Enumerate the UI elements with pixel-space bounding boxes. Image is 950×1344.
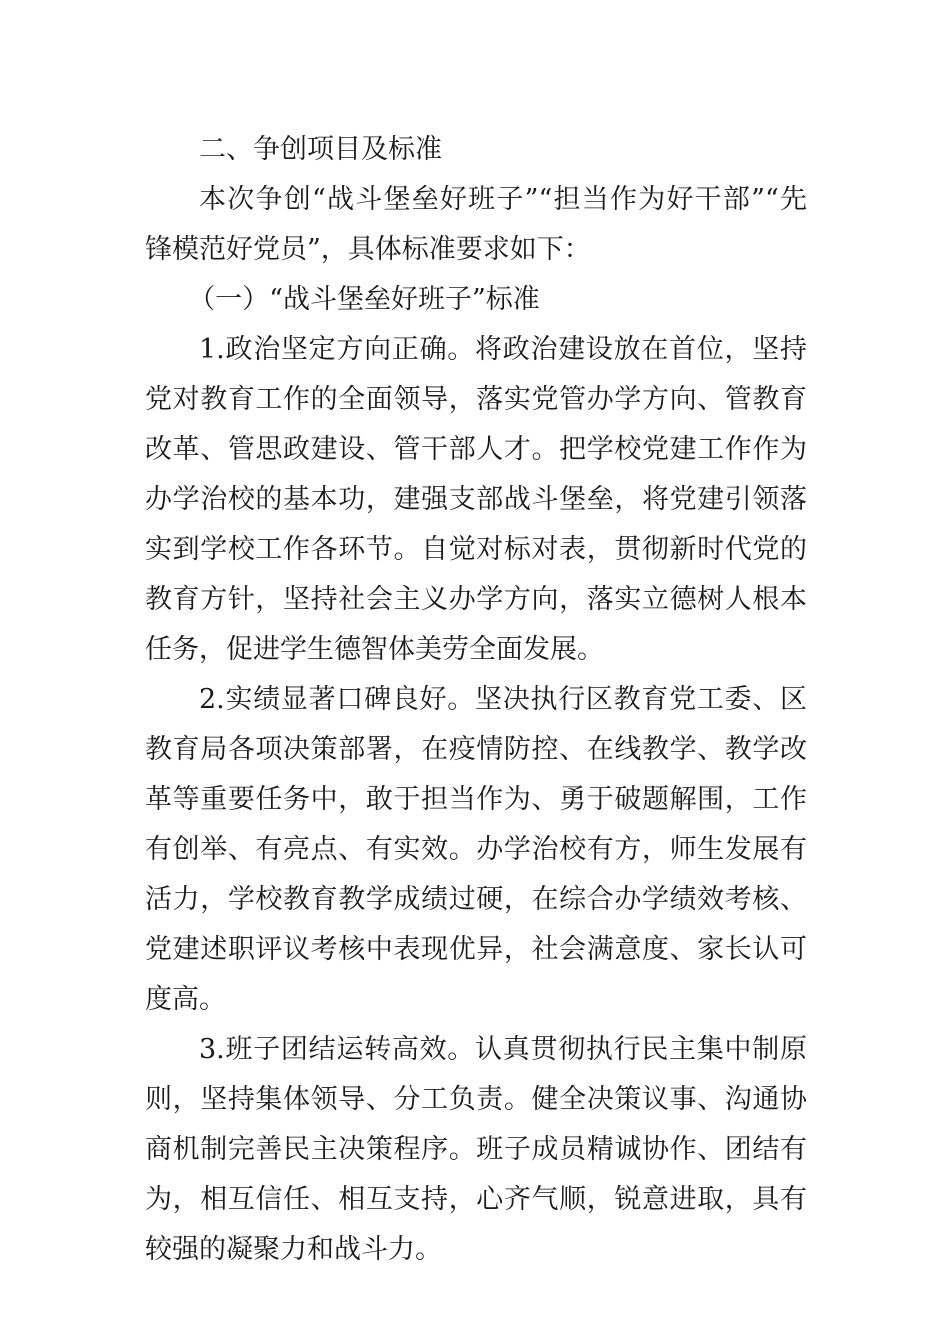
subsection-heading: （一）“战斗堡垒好班子”标准 (188, 284, 540, 315)
standard-item-1: 1.政治坚定方向正确。将政治建设放在首位，坚持党对教育工作的全面领导，落实党管办学方向、管教育改革、管思政建设、管干部人才。把学校党建工作作为办学治校的基本功，建强支部战斗堡垒，将党建引领落实到学校工作各环节。自觉对标对表，贯彻新时代党的教育方针，坚持社会主义办学方向，落实立德树人根本任务，促进学生德智体美劳全面发展。 (145, 334, 807, 665)
document-body (145, 125, 807, 1275)
standard-item-3: 3.班子团结运转高效。认真贯彻执行民主集中制原则，坚持集体领导、分工负责。健全决策议事、沟通协商机制完善民主决策程序。班子成员精诚协作、团结有为，相互信任、相互支持，心齐气顺，锐意进取，具有较强的凝聚力和战斗力。 (145, 1034, 807, 1265)
standard-item-2: 2.实绩显著口碑良好。坚决执行区教育党工委、区教育局各项决策部署，在疫情防控、在线教学、教学改革等重要任务中，敢于担当作为、勇于破题解围，工作有创举、有亮点、有实效。办学治校有方，师生发展有活力，学校教育教学成绩过硬，在综合办学绩效考核、党建述职评议考核中表现优异，社会满意度、家长认可度高。 (145, 684, 807, 1015)
section-heading: 二、争创项目及标准 (199, 134, 442, 165)
intro-paragraph: 本次争创“战斗堡垒好班子”“担当作为好干部”“先锋模范好党员”，具体标准要求如下： (145, 184, 807, 265)
